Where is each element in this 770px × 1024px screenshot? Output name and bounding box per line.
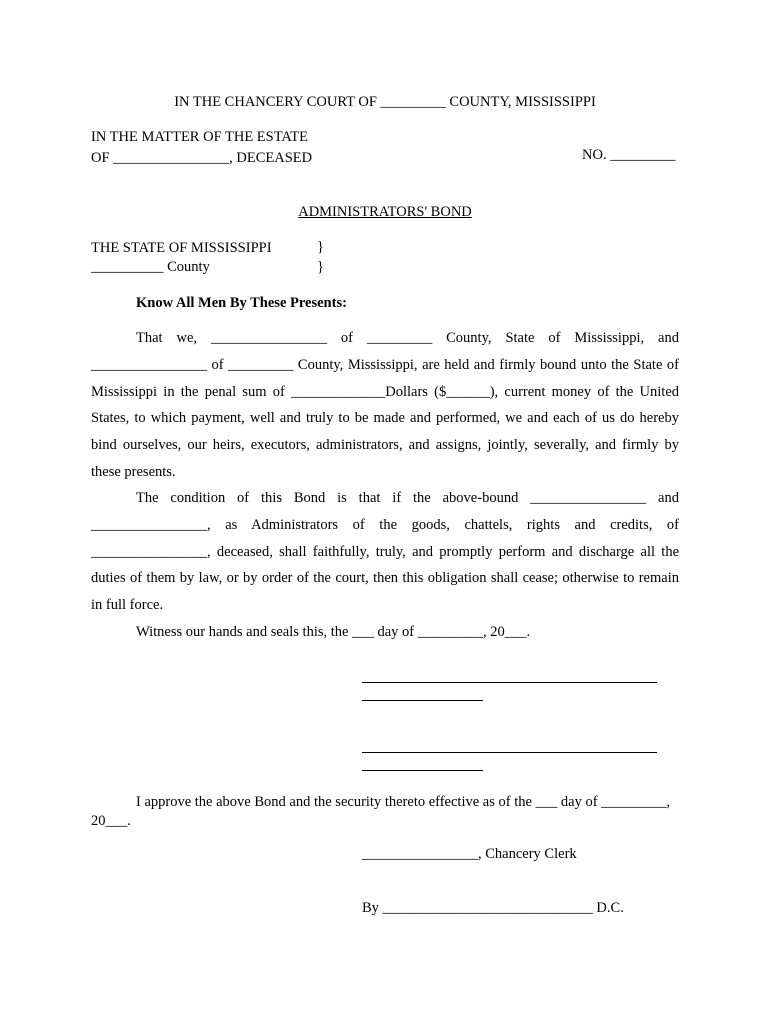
- know-all-men-heading: Know All Men By These Presents:: [136, 295, 347, 311]
- signature-line: [362, 682, 657, 683]
- signature-block-1: [362, 682, 657, 701]
- venue-brace-top: }: [317, 239, 324, 255]
- signature-subline: [362, 700, 483, 701]
- signature-block-2: [362, 752, 657, 771]
- signature-line: [362, 752, 657, 753]
- bond-paragraph-obligation: That we, ________________ of _________ County, State of Mississippi, and ________________ of _________ County, Mississippi, are held and firmly bound unto the State of Mississippi in the penal sum of _____________Dollars ($______), current money of the United States, to which payment, well and truly to be made and performed, we and each of us do hereby bind ourselves, our heirs, executors, administrators, and assigns, jointly, severally, and firmly by these presents.: [91, 330, 679, 480]
- court-heading: IN THE CHANCERY COURT OF _________ COUNTY, MISSISSIPPI: [174, 94, 596, 110]
- case-number: NO. _________: [582, 147, 676, 163]
- venue-county: __________ County: [91, 259, 210, 275]
- deputy-clerk-line: By _____________________________ D.C.: [362, 900, 624, 916]
- bond-paragraph-condition: The condition of this Bond is that if the above-bound ________________ and ________________, as Administrators of the goods, chattels, rights and credits, of ________________, deceased, shall faithfully, truly, and promptly perform and discharge all the duties of them by law, or by order of the court, then this obligation shall cease; otherwise to remain in full force.: [91, 490, 679, 614]
- signature-subline: [362, 770, 483, 771]
- estate-matter-line2: OF ________________, DECEASED: [91, 150, 313, 166]
- document-title: ADMINISTRATORS' BOND: [298, 204, 472, 220]
- witness-clause: Witness our hands and seals this, the ___ day of _________, 20___.: [136, 624, 531, 640]
- approval-statement: I approve the above Bond and the security thereto effective as of the ___ day of _________, 20___.: [91, 794, 671, 829]
- chancery-clerk-line: ________________, Chancery Clerk: [362, 846, 577, 862]
- venue-state: THE STATE OF MISSISSIPPI: [91, 240, 272, 256]
- estate-matter-line1: IN THE MATTER OF THE ESTATE: [91, 129, 309, 145]
- venue-brace-bottom: }: [317, 259, 324, 275]
